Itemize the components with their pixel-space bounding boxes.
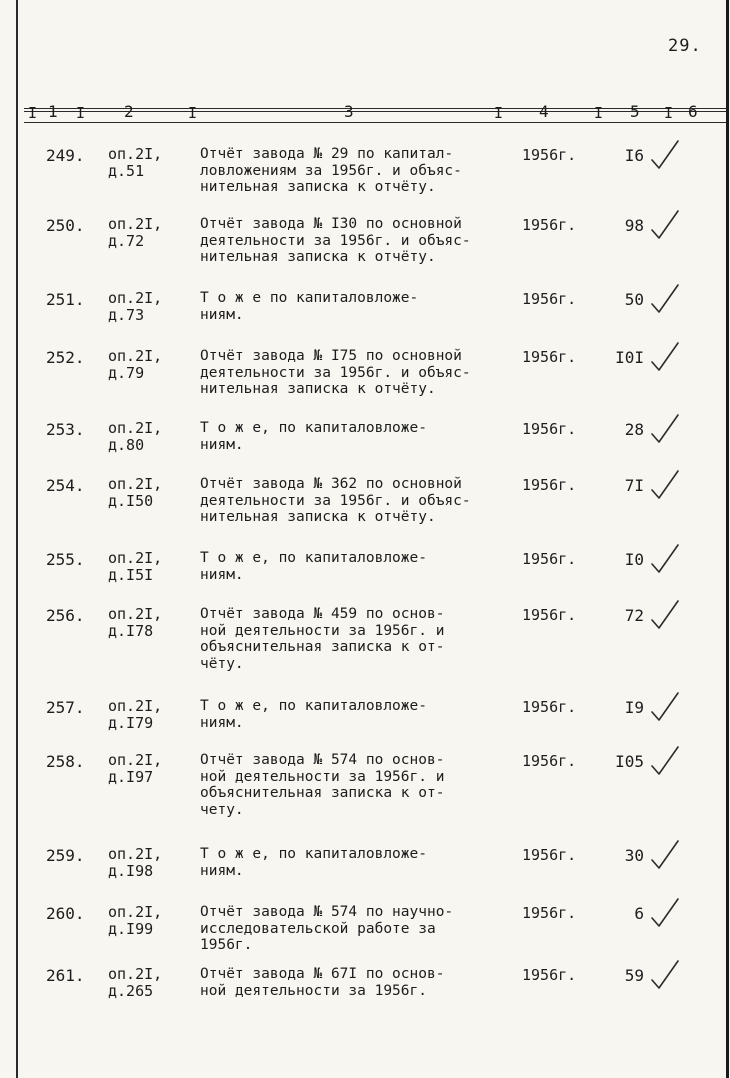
reference-line: оп.2I, xyxy=(108,419,163,437)
check-mark-icon xyxy=(648,958,682,992)
description-line: ной деятельности за 1956г. xyxy=(200,982,427,999)
description-line: ной деятельности за 1956г. и xyxy=(200,622,445,639)
description-line: объяснительная записка к от- xyxy=(200,639,445,655)
check-mark-icon xyxy=(648,896,682,930)
header-separator: I xyxy=(76,104,86,122)
header-rule xyxy=(24,122,726,123)
description-line: Отчёт завода № 574 по научно- xyxy=(200,904,454,920)
description-line: 1956г. xyxy=(200,937,253,953)
entry-description xyxy=(200,846,510,879)
column-header-row xyxy=(24,98,726,124)
description-line: ниям. xyxy=(200,714,244,731)
entry-sheet-count: I6 xyxy=(624,146,644,165)
entry-reference xyxy=(108,476,188,510)
description-line: Отчёт завода № 29 по капитал- xyxy=(200,146,454,162)
entry-number: 254. xyxy=(46,476,85,495)
entry-sheet-count: I9 xyxy=(624,698,644,717)
binding-edge xyxy=(16,0,18,1078)
entry-reference xyxy=(108,846,188,880)
entry-number: 261. xyxy=(46,966,85,985)
check-mark-icon xyxy=(648,282,682,316)
reference-line: д.I5I xyxy=(108,566,154,584)
description-line: объяснительная записка к от- xyxy=(200,785,445,801)
reference-line: д.80 xyxy=(108,436,145,454)
entry-reference xyxy=(108,606,188,640)
description-line: ной деятельности за 1956г. и xyxy=(200,768,445,785)
header-separator: I xyxy=(664,104,674,122)
entry-year: 1956г. xyxy=(522,476,577,494)
entry-description xyxy=(200,216,510,266)
description-line: деятельности за 1956г. и объяс- xyxy=(200,232,471,249)
entry-sheet-count: 28 xyxy=(624,420,644,439)
description-line: Отчёт завода № 67I по основ- xyxy=(200,966,445,982)
entry-year: 1956г. xyxy=(522,550,577,568)
description-line: нительная записка к отчёту. xyxy=(200,381,436,397)
check-mark-icon xyxy=(648,412,682,446)
description-line: Т о ж е, по капиталовложе- xyxy=(200,420,427,436)
entry-number: 253. xyxy=(46,420,85,439)
entry-sheet-count: 72 xyxy=(624,606,644,625)
entry-year: 1956г. xyxy=(522,216,577,234)
description-line: деятельности за 1956г. и объяс- xyxy=(200,492,471,509)
description-line: Т о ж е, по капиталовложе- xyxy=(200,698,427,714)
header-separator: I xyxy=(594,104,604,122)
check-mark-icon xyxy=(648,340,682,374)
check-mark-icon xyxy=(648,838,682,872)
entry-year: 1956г. xyxy=(522,752,577,770)
description-line: Отчёт завода № I30 по основной xyxy=(200,216,462,232)
entry-description xyxy=(200,904,510,954)
entry-number: 249. xyxy=(46,146,85,165)
reference-line: оп.2I, xyxy=(108,215,163,233)
description-line: ниям. xyxy=(200,862,244,879)
entry-reference xyxy=(108,290,188,324)
description-line: Отчёт завода № 362 по основной xyxy=(200,476,462,492)
entry-description xyxy=(200,146,510,196)
entry-reference xyxy=(108,752,188,786)
description-line: Отчёт завода № 459 по основ- xyxy=(200,606,445,622)
entry-description xyxy=(200,420,510,453)
entry-number: 251. xyxy=(46,290,85,309)
description-line: деятельности за 1956г. и объяс- xyxy=(200,364,471,381)
entry-year: 1956г. xyxy=(522,904,577,922)
description-line: нительная записка к отчёту. xyxy=(200,179,436,195)
header-separator: I xyxy=(188,104,198,122)
reference-line: оп.2I, xyxy=(108,605,163,623)
description-line: ловложениям за 1956г. и объяс- xyxy=(200,162,462,179)
header-col-1: 1 xyxy=(48,102,58,121)
entry-number: 257. xyxy=(46,698,85,717)
entry-reference xyxy=(108,146,188,180)
entry-number: 259. xyxy=(46,846,85,865)
entry-year: 1956г. xyxy=(522,698,577,716)
entry-year: 1956г. xyxy=(522,966,577,984)
description-line: ниям. xyxy=(200,306,244,323)
entry-sheet-count: 98 xyxy=(624,216,644,235)
reference-line: д.I98 xyxy=(108,862,154,880)
entry-number: 250. xyxy=(46,216,85,235)
reference-line: оп.2I, xyxy=(108,845,163,863)
entry-year: 1956г. xyxy=(522,420,577,438)
header-separator: I xyxy=(494,104,504,122)
check-mark-icon xyxy=(648,598,682,632)
header-separator: I xyxy=(28,104,38,122)
description-line: Т о ж е, по капиталовложе- xyxy=(200,846,427,862)
entry-description xyxy=(200,476,510,526)
description-line: Отчёт завода № 574 по основ- xyxy=(200,752,445,768)
entry-description xyxy=(200,550,510,583)
entry-sheet-count: I0I xyxy=(615,348,644,367)
entry-reference xyxy=(108,216,188,250)
page-edge xyxy=(726,0,729,1078)
entry-sheet-count: 30 xyxy=(624,846,644,865)
reference-line: д.73 xyxy=(108,306,145,324)
entry-number: 258. xyxy=(46,752,85,771)
description-line: Т о ж е по капиталовложе- xyxy=(200,290,419,306)
description-line: чету. xyxy=(200,801,244,818)
entry-sheet-count: I0 xyxy=(624,550,644,569)
entry-sheet-count: 6 xyxy=(634,904,644,923)
entry-number: 255. xyxy=(46,550,85,569)
entry-reference xyxy=(108,904,188,938)
entry-number: 256. xyxy=(46,606,85,625)
description-line: ниям. xyxy=(200,436,244,453)
reference-line: оп.2I, xyxy=(108,549,163,567)
entry-sheet-count: I05 xyxy=(615,752,644,771)
reference-line: оп.2I, xyxy=(108,965,163,983)
reference-line: оп.2I, xyxy=(108,475,163,493)
header-col-2: 2 xyxy=(124,102,134,121)
header-col-3: 3 xyxy=(344,102,354,121)
entry-year: 1956г. xyxy=(522,290,577,308)
description-line: исследовательской работе за xyxy=(200,920,436,937)
entry-description xyxy=(200,348,510,398)
entry-description xyxy=(200,698,510,731)
reference-line: оп.2I, xyxy=(108,751,163,769)
entry-reference xyxy=(108,698,188,732)
reference-line: д.I79 xyxy=(108,714,154,732)
page-number: 29. xyxy=(668,36,702,56)
entry-sheet-count: 7I xyxy=(624,476,644,495)
entry-year: 1956г. xyxy=(522,348,577,366)
entry-description xyxy=(200,606,510,672)
entry-reference xyxy=(108,348,188,382)
description-line: нительная записка к отчёту. xyxy=(200,249,436,265)
header-col-4: 4 xyxy=(539,102,549,121)
entry-reference xyxy=(108,966,188,1000)
check-mark-icon xyxy=(648,138,682,172)
entry-number: 260. xyxy=(46,904,85,923)
entry-sheet-count: 50 xyxy=(624,290,644,309)
entry-description xyxy=(200,752,510,818)
reference-line: д.72 xyxy=(108,232,145,250)
reference-line: д.I78 xyxy=(108,622,154,640)
entry-description xyxy=(200,290,510,323)
reference-line: оп.2I, xyxy=(108,347,163,365)
reference-line: оп.2I, xyxy=(108,145,163,163)
reference-line: д.51 xyxy=(108,162,145,180)
reference-line: д.79 xyxy=(108,364,145,382)
reference-line: д.I50 xyxy=(108,492,154,510)
description-line: ниям. xyxy=(200,566,244,583)
entry-year: 1956г. xyxy=(522,846,577,864)
reference-line: оп.2I, xyxy=(108,903,163,921)
check-mark-icon xyxy=(648,208,682,242)
entry-reference xyxy=(108,420,188,454)
entry-reference xyxy=(108,550,188,584)
check-mark-icon xyxy=(648,542,682,576)
description-line: Т о ж е, по капиталовложе- xyxy=(200,550,427,566)
entry-description xyxy=(200,966,510,999)
reference-line: оп.2I, xyxy=(108,697,163,715)
entry-year: 1956г. xyxy=(522,146,577,164)
check-mark-icon xyxy=(648,690,682,724)
check-mark-icon xyxy=(648,468,682,502)
header-col-5: 5 xyxy=(630,102,640,121)
reference-line: д.I97 xyxy=(108,768,154,786)
description-line: Отчёт завода № I75 по основной xyxy=(200,348,462,364)
reference-line: д.265 xyxy=(108,982,154,1000)
description-line: чёту. xyxy=(200,655,244,672)
reference-line: оп.2I, xyxy=(108,289,163,307)
entry-sheet-count: 59 xyxy=(624,966,644,985)
header-col-6: 6 xyxy=(688,102,698,121)
description-line: нительная записка к отчёту. xyxy=(200,509,436,525)
reference-line: д.I99 xyxy=(108,920,154,938)
entry-number: 252. xyxy=(46,348,85,367)
entry-year: 1956г. xyxy=(522,606,577,624)
check-mark-icon xyxy=(648,744,682,778)
